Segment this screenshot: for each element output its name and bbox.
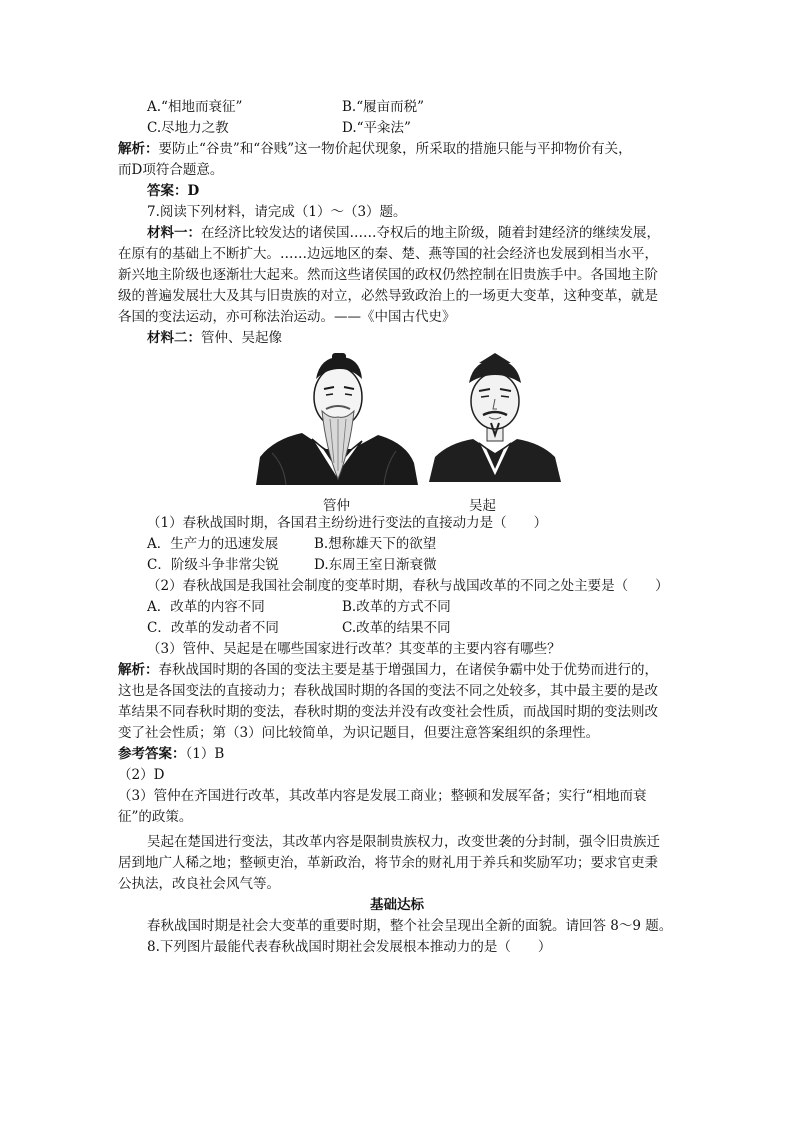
q7-reference-1: （1）B xyxy=(185,746,225,762)
q7-material1-line-4: 级的普遍发展壮大及其与旧贵族的对立，必然导致政治上的一场更大变革，这种变革，就是 xyxy=(118,288,658,304)
q7-sub2-option-c: C．改革的发动者不同 xyxy=(147,620,279,636)
q7-material1 xyxy=(147,223,660,243)
q7-intro: 7.阅读下列材料，请完成（1）～（3）题。 xyxy=(147,204,407,220)
q7-reference-wuqi-line-1: 吴起在楚国进行变法，其改革内容是限制贵族权力，改变世袭的分封制，强令旧贵族迁 xyxy=(147,834,660,850)
q6-answer: 答案：D xyxy=(147,183,200,199)
section-heading: 基础达标 xyxy=(370,897,424,913)
q6-analysis-line-1: 要防止“谷贵”和“谷贱”这一物价起伏现象，所采取的措施只能与平抑物价有关， xyxy=(158,141,632,157)
wuqi-portrait xyxy=(429,353,561,482)
q6-analysis xyxy=(118,139,632,159)
q7-reference-3-line-1: （3）管仲在齐国进行改革，其改革内容是发展工商业；整顿和发展军备；实行“相地而衰 xyxy=(118,788,647,804)
section-intro: 春秋战国时期是社会大变革的重要时期，整个社会呈现出全新的面貌。请回答 8～9 题。 xyxy=(147,918,673,934)
q7-reference-wuqi-line-3: 公执法，改良社会风气等。 xyxy=(118,876,280,892)
q7-material1-line-2: 在原有的基础上不断扩大。……边远地区的秦、楚、燕等国的社会经济也发展到相当水平， xyxy=(118,246,658,262)
q6-option-d: D.“平籴法” xyxy=(342,120,411,136)
q6-analysis-line-2: 而D项符合题意。 xyxy=(118,162,224,178)
q7-material1-label: 材料一： xyxy=(147,225,201,241)
q7-material2-label: 材料二： xyxy=(147,330,201,346)
q7-sub3-question: （3）管仲、吴起是在哪些国家进行改革？其变革的主要内容有哪些？ xyxy=(147,641,561,657)
q7-sub1-option-d: D.东周王室日渐衰微 xyxy=(314,557,437,573)
q6-option-b: B.“履亩而税” xyxy=(342,99,425,115)
q7-analysis-line-3: 革结果不同春秋时期的变法，春秋时期的变法并没有改变社会性质，而战国时期的变法则改 xyxy=(118,704,658,720)
q7-sub1-option-c: C．阶级斗争非常尖锐 xyxy=(147,557,279,573)
q6-analysis-label: 解析： xyxy=(118,141,159,157)
q7-material1-line-5: 各国的变法运动，亦可称法治运动。——《中国古代史》 xyxy=(118,309,456,325)
q7-analysis xyxy=(118,660,658,680)
q7-material1-line-3: 新兴地主阶级也逐渐壮大起来。然而这些诸侯国的政权仍然控制在旧贵族手中。各国地主阶 xyxy=(118,267,658,283)
q7-reference-label: 参考答案： xyxy=(118,746,186,762)
q7-material2-text: 管仲、吴起像 xyxy=(201,330,282,346)
q7-sub2-option-a: A．改革的内容不同 xyxy=(147,599,265,615)
q6-option-a: A.“相地而衰征” xyxy=(147,99,243,115)
q7-reference-3-line-2: 征”的政策。 xyxy=(118,809,193,825)
q7-reference-wuqi-line-2: 居到地广人稀之地；整顿吏治，革新政治，将节余的财礼用于养兵和奖励军功；要求官吏秉 xyxy=(118,855,658,871)
q7-analysis-line-2: 这也是各国变法的直接动力；春秋战国时期的各国的变法不同之处较多，其中最主要的是改 xyxy=(118,683,658,699)
q7-analysis-line-4: 变了社会性质；第（3）问比较简单，为识记题目，但要注意答案组织的条理性。 xyxy=(118,725,600,741)
q7-sub2-question: （2）春秋战国是我国社会制度的变革时期，春秋与战国改革的不同之处主要是（ ） xyxy=(147,578,669,594)
q8-question: 8.下列图片最能代表春秋战国时期社会发展根本推动力的是（ ） xyxy=(147,939,552,955)
q7-reference-2: （2）D xyxy=(118,767,165,783)
q7-material1-line-1: 在经济比较发达的诸侯国……夺权后的地主阶级，随着封建经济的继续发展， xyxy=(201,225,660,241)
q6-option-c: C.尽地力之教 xyxy=(147,120,229,136)
q7-material2 xyxy=(147,328,282,348)
q7-sub1-option-a: A．生产力的迅速发展 xyxy=(147,536,279,552)
guanzhong-caption: 管仲 xyxy=(323,498,350,514)
q7-sub2-option-d: C.改革的结果不同 xyxy=(342,620,451,636)
q7-sub1-option-b: B.想称雄天下的欲望 xyxy=(314,536,437,552)
guanzhong-portrait xyxy=(256,353,418,485)
wuqi-caption: 吴起 xyxy=(469,498,496,514)
q7-reference-answer xyxy=(118,744,224,764)
q7-sub2-option-b: B.改革的方式不同 xyxy=(342,599,451,615)
q7-analysis-label: 解析： xyxy=(118,662,159,678)
q7-analysis-line-1: 春秋战国时期的各国的变法主要是基于增强国力，在诸侯争霸中处于优势而进行的， xyxy=(158,662,658,678)
q7-sub1-question: （1）春秋战国时期，各国君主纷纷进行变法的直接动力是（ ） xyxy=(147,515,548,531)
